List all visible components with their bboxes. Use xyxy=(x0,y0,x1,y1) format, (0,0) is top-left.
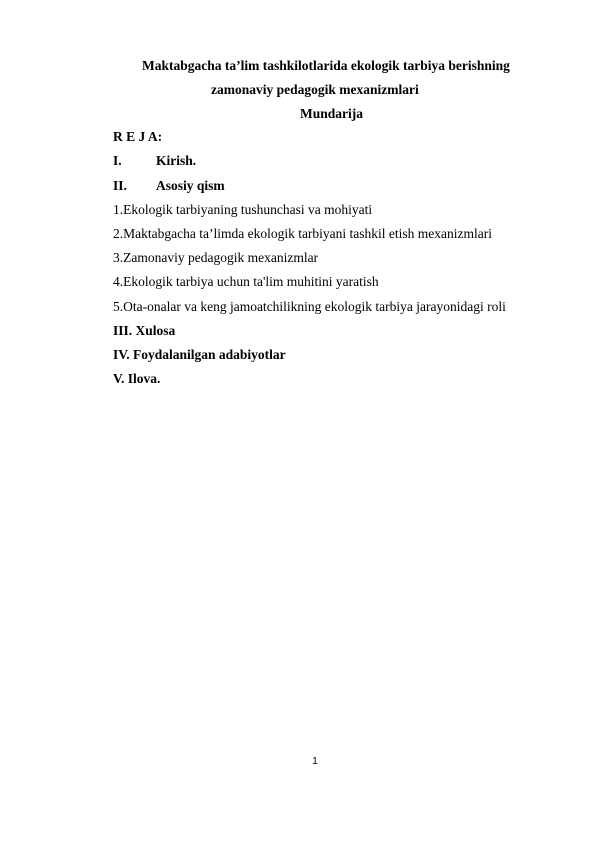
page-number: 1 xyxy=(312,756,318,767)
section-main-part xyxy=(113,178,225,194)
section-number: I. xyxy=(113,153,122,168)
subsection-item: 3.Zamonaviy pedagogik mexanizmlar xyxy=(113,250,319,265)
section-references: IV. Foydalanilgan adabiyotlar xyxy=(113,347,286,362)
section-conclusion: III. Xulosa xyxy=(113,323,176,338)
subsection-item: 1.Ekologik tarbiyaning tushunchasi va mohiyati xyxy=(113,202,373,217)
section-number: II. xyxy=(113,178,127,193)
document-title-line-1: Maktabgacha ta’lim tashkilotlarida ekologik tarbiya berishning xyxy=(142,58,510,73)
subsection-item: 2.Maktabgacha ta’limda ekologik tarbiyani tashkil etish mexanizmlari xyxy=(113,226,493,241)
section-introduction xyxy=(113,153,196,169)
document-title-line-2: zamonaviy pedagogik mexanizmlari xyxy=(211,82,419,97)
section-label: Kirish. xyxy=(156,153,197,168)
plan-heading: R E J A: xyxy=(113,129,163,144)
subsection-item: 4.Ekologik tarbiya uchun ta'lim muhitini yaratish xyxy=(113,274,379,289)
section-appendix: V. Ilova. xyxy=(113,371,161,386)
contents-heading: Mundarija xyxy=(300,106,364,121)
section-label: Asosiy qism xyxy=(156,178,225,193)
subsection-item: 5.Ota-onalar va keng jamoatchilikning ekologik tarbiya jarayonidagi roli xyxy=(113,299,506,314)
